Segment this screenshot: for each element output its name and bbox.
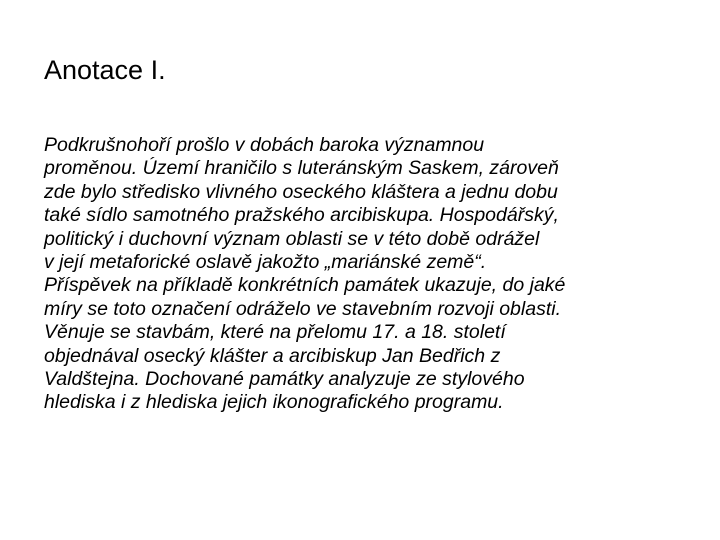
abstract-line: politický i duchovní význam oblasti se v této době odrážel xyxy=(44,227,540,250)
abstract-line: Příspěvek na příkladě konkrétních památek ukazuje, do jaké xyxy=(44,274,566,297)
abstract-line: objednával osecký klášter a arcibiskup Jan Bedřich z xyxy=(44,344,501,367)
abstract-line: proměnou. Území hraničilo s luteránským Saskem, zároveň xyxy=(44,157,559,180)
abstract-line: míry se toto označení odráželo ve stavebním rozvoji oblasti. xyxy=(44,297,561,320)
abstract-line: Podkrušnohoří prošlo v dobách baroka významnou xyxy=(44,134,485,156)
abstract-line: v její metaforické oslavě jakožto „mariánské země“. xyxy=(44,251,487,274)
abstract-line: Věnuje se stavbám, které na přelomu 17. a 18. století xyxy=(44,321,506,344)
abstract-line: také sídlo samotného pražského arcibiskupa. Hospodářský, xyxy=(44,204,559,227)
abstract-text xyxy=(44,134,684,415)
abstract-line: zde bylo středisko vlivného oseckého kláštera a jednu dobu xyxy=(44,180,558,203)
slide-title: Anotace I. xyxy=(44,55,166,85)
abstract-line: hlediska i z hlediska jejich ikonografického programu. xyxy=(44,391,504,414)
abstract-line: Valdštejna. Dochované památky analyzuje ze stylového xyxy=(44,368,525,391)
